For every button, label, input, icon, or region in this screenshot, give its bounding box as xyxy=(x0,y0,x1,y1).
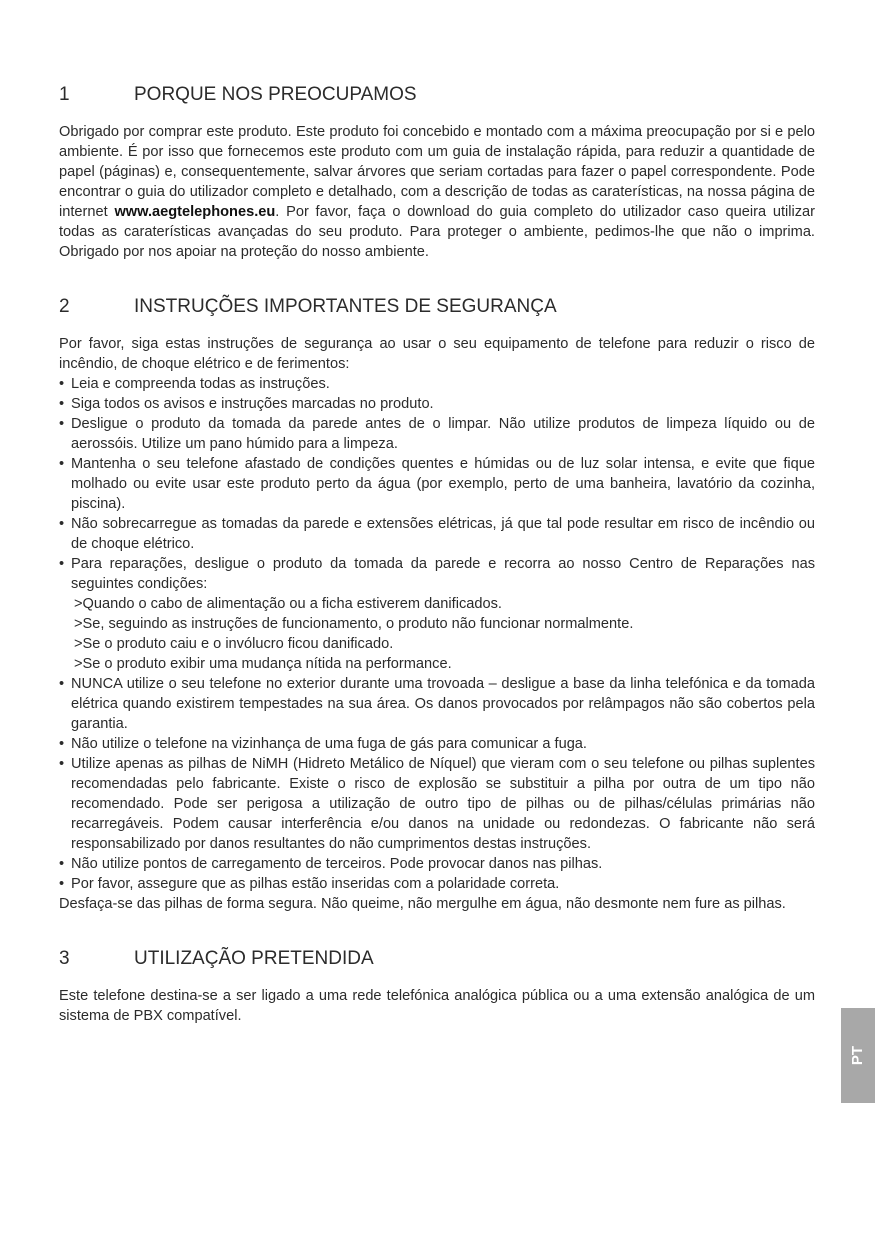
section-title: PORQUE NOS PREOCUPAMOS xyxy=(134,84,417,105)
section-closing: Desfaça-se das pilhas de forma segura. Não queime, não mergulhe em água, não desmonte nem fure as pilhas. xyxy=(59,896,786,912)
section-intro: Por favor, siga estas instruções de segurança ao usar o seu equipamento de telefone para reduzir o risco de incêndio, de choque elétrico e de ferimentos: xyxy=(59,336,815,372)
language-tab xyxy=(841,1008,875,1103)
list-item: • NUNCA utilize o seu telefone no exterior durante uma trovoada – desligue a base da linha telefónica e da tomada elétrica quando existirem tempestades na sua área. Os danos provocados por relâmpagos não são cobertos pela garantia. xyxy=(59,674,815,734)
sub-list-item: >Se o produto exibir uma mudança nítida na performance. xyxy=(74,656,452,672)
paragraph-text: Obrigado por comprar este produto. Este produto foi concebido e montado com a máxima preocupação por si e pelo ambiente. É por isso que fornecemos este produto com um guia de instalação rápida, para reduzir a quantidade de papel (páginas) e, consequentemente, salvar árvores que seriam cortadas para fazer o papel correspondente. Pode encontrar o guia do utilizador completo e detalhado, com a descrição de todas as caraterísticas, na nossa página de internet xyxy=(59,124,815,220)
list-item: • Não sobrecarregue as tomadas da parede e extensões elétricas, já que tal pode resultar em risco de incêndio ou de choque elétrico. xyxy=(59,514,815,554)
section-number: 3 xyxy=(59,948,70,969)
sub-list xyxy=(71,594,815,674)
list-item: • Não utilize pontos de carregamento de terceiros. Pode provocar danos nas pilhas. xyxy=(59,854,815,874)
section-2 xyxy=(59,294,815,914)
section-heading xyxy=(59,946,815,972)
section-title: UTILIZAÇÃO PRETENDIDA xyxy=(134,948,374,969)
list-item: • Mantenha o seu telefone afastado de condições quentes e húmidas ou de luz solar intensa, e evite que fique molhado ou evite usar este produto perto da água (por exemplo, perto de uma banheira, lavatório da cozinha, piscina). xyxy=(59,454,815,514)
sub-list-item: >Se o produto caiu e o invólucro ficou danificado. xyxy=(74,636,394,652)
list-item: • Não utilize o telefone na vizinhança de uma fuga de gás para comunicar a fuga. xyxy=(59,734,815,754)
website-link[interactable]: www.aegtelephones.eu xyxy=(114,204,276,220)
paragraph-text: . Por favor, faça o download do guia completo do utilizador caso queira utilizar todas as caraterísticas avançadas do seu produto. Para proteger o ambiente, pedimos-lhe que não o imprima. Obrigado por nos apoiar na proteção do nosso ambiente. xyxy=(59,204,815,260)
document-page xyxy=(59,82,815,1058)
section-number: 1 xyxy=(59,84,70,105)
section-paragraph xyxy=(59,122,815,262)
list-item: • Siga todos os avisos e instruções marcadas no produto. xyxy=(59,394,815,414)
section-paragraph: Este telefone destina-se a ser ligado a uma rede telefónica analógica pública ou a uma extensão analógica de um sistema de PBX compatível. xyxy=(59,988,815,1024)
section-heading xyxy=(59,82,815,108)
language-tab-label: PT xyxy=(849,1045,867,1066)
section-title: INSTRUÇÕES IMPORTANTES DE SEGURANÇA xyxy=(134,296,557,317)
section-1 xyxy=(59,82,815,262)
sub-list-item: >Quando o cabo de alimentação ou a ficha estiverem danificados. xyxy=(74,596,502,612)
section-heading xyxy=(59,294,815,320)
list-item: • Utilize apenas as pilhas de NiMH (Hidreto Metálico de Níquel) que vieram com o seu telefone ou pilhas suplentes recomendadas pelo fabricante. Existe o risco de explosão se substituir a pilha por outra de um tipo não recomendado. Pode ser perigosa a utilização de outro tipo de pilhas ou de pilhas/células primárias não recarregáveis. Podem causar interferência e/ou danos na unidade ou redondezas. O fabricante não será responsabilizado por danos resultantes do não cumprimentos destas instruções. xyxy=(59,754,815,854)
section-number: 2 xyxy=(59,296,70,317)
sub-list-item: >Se, seguindo as instruções de funcionamento, o produto não funcionar normalmente. xyxy=(74,616,634,632)
list-item-text: Para reparações, desligue o produto da tomada da parede e recorra ao nosso Centro de Reparações nas seguintes condições: xyxy=(71,556,815,592)
list-item: • Leia e compreenda todas as instruções. xyxy=(59,374,815,394)
list-item: • Por favor, assegure que as pilhas estão inseridas com a polaridade correta. xyxy=(59,874,815,894)
safety-list xyxy=(59,374,815,894)
section-3 xyxy=(59,946,815,1026)
list-item xyxy=(59,554,815,674)
list-item: • Desligue o produto da tomada da parede antes de o limpar. Não utilize produtos de limpeza líquido ou de aerossóis. Utilize um pano húmido para a limpeza. xyxy=(59,414,815,454)
